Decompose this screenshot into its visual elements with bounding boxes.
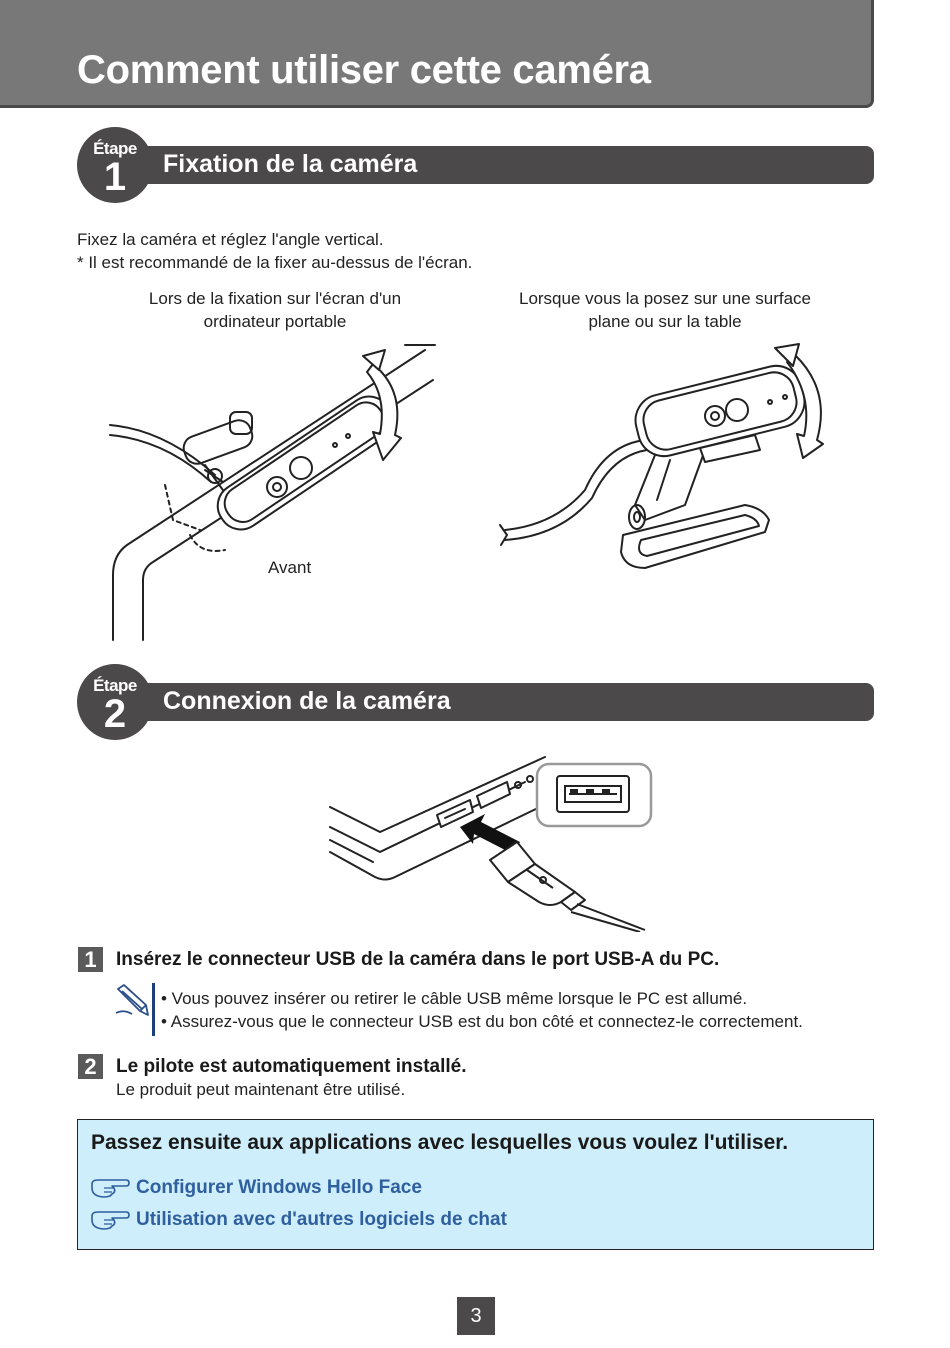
step-1-badge [77, 127, 153, 203]
front-label: Avant [268, 558, 312, 577]
step-2-title: Connexion de la caméra [163, 687, 451, 715]
step-2-number: 2 [103, 692, 127, 736]
step-1-recommendation: * Il est recommandé de la fixer au-dessus de l'écran. [77, 253, 473, 272]
pencil-note-icon [114, 983, 150, 1017]
step-2-badge [77, 664, 153, 740]
next-steps-title: Passez ensuite aux applications avec lesquelles vous voulez l'utiliser. [91, 1131, 789, 1154]
usb-connection-illustration [325, 752, 655, 932]
step-1-label: Étape [93, 139, 137, 158]
table-stand-illustration [495, 340, 835, 580]
note-line-2: • Assurez-vous que le connecteur USB est du bon côté et connectez-le correctement. [161, 1012, 803, 1031]
caption-laptop: Lors de la fixation sur l'écran d'un ordinateur portable [148, 289, 402, 331]
step-1-intro: Fixez la caméra et réglez l'angle vertical. [77, 230, 384, 249]
page-number: 3 [457, 1297, 495, 1335]
page-title: Comment utiliser cette caméra [77, 48, 651, 92]
instruction-2-subtitle: Le produit peut maintenant être utilisé. [116, 1080, 406, 1099]
link-windows-hello[interactable]: Configurer Windows Hello Face [136, 1177, 422, 1198]
note-line-1: • Vous pouvez insérer ou retirer le câble USB même lorsque le PC est allumé. [161, 989, 748, 1008]
instruction-2-number: 2 [78, 1054, 103, 1079]
note-bar [152, 983, 155, 1036]
link-chat-software[interactable]: Utilisation avec d'autres logiciels de chat [136, 1209, 507, 1230]
step-1-number: 1 [103, 155, 127, 199]
instruction-2-title: Le pilote est automatiquement installé. [116, 1056, 467, 1077]
step-1-title: Fixation de la caméra [163, 150, 418, 178]
pointing-hand-icon [90, 1208, 130, 1232]
pointing-hand-icon [90, 1176, 130, 1200]
instruction-1-title: Insérez le connecteur USB de la caméra dans le port USB-A du PC. [116, 949, 720, 970]
laptop-mount-illustration [105, 340, 445, 645]
instruction-1-number: 1 [78, 947, 103, 972]
step-2-label: Étape [93, 676, 137, 695]
caption-table: Lorsque vous la posez sur une surface plane ou sur la table [518, 289, 811, 331]
